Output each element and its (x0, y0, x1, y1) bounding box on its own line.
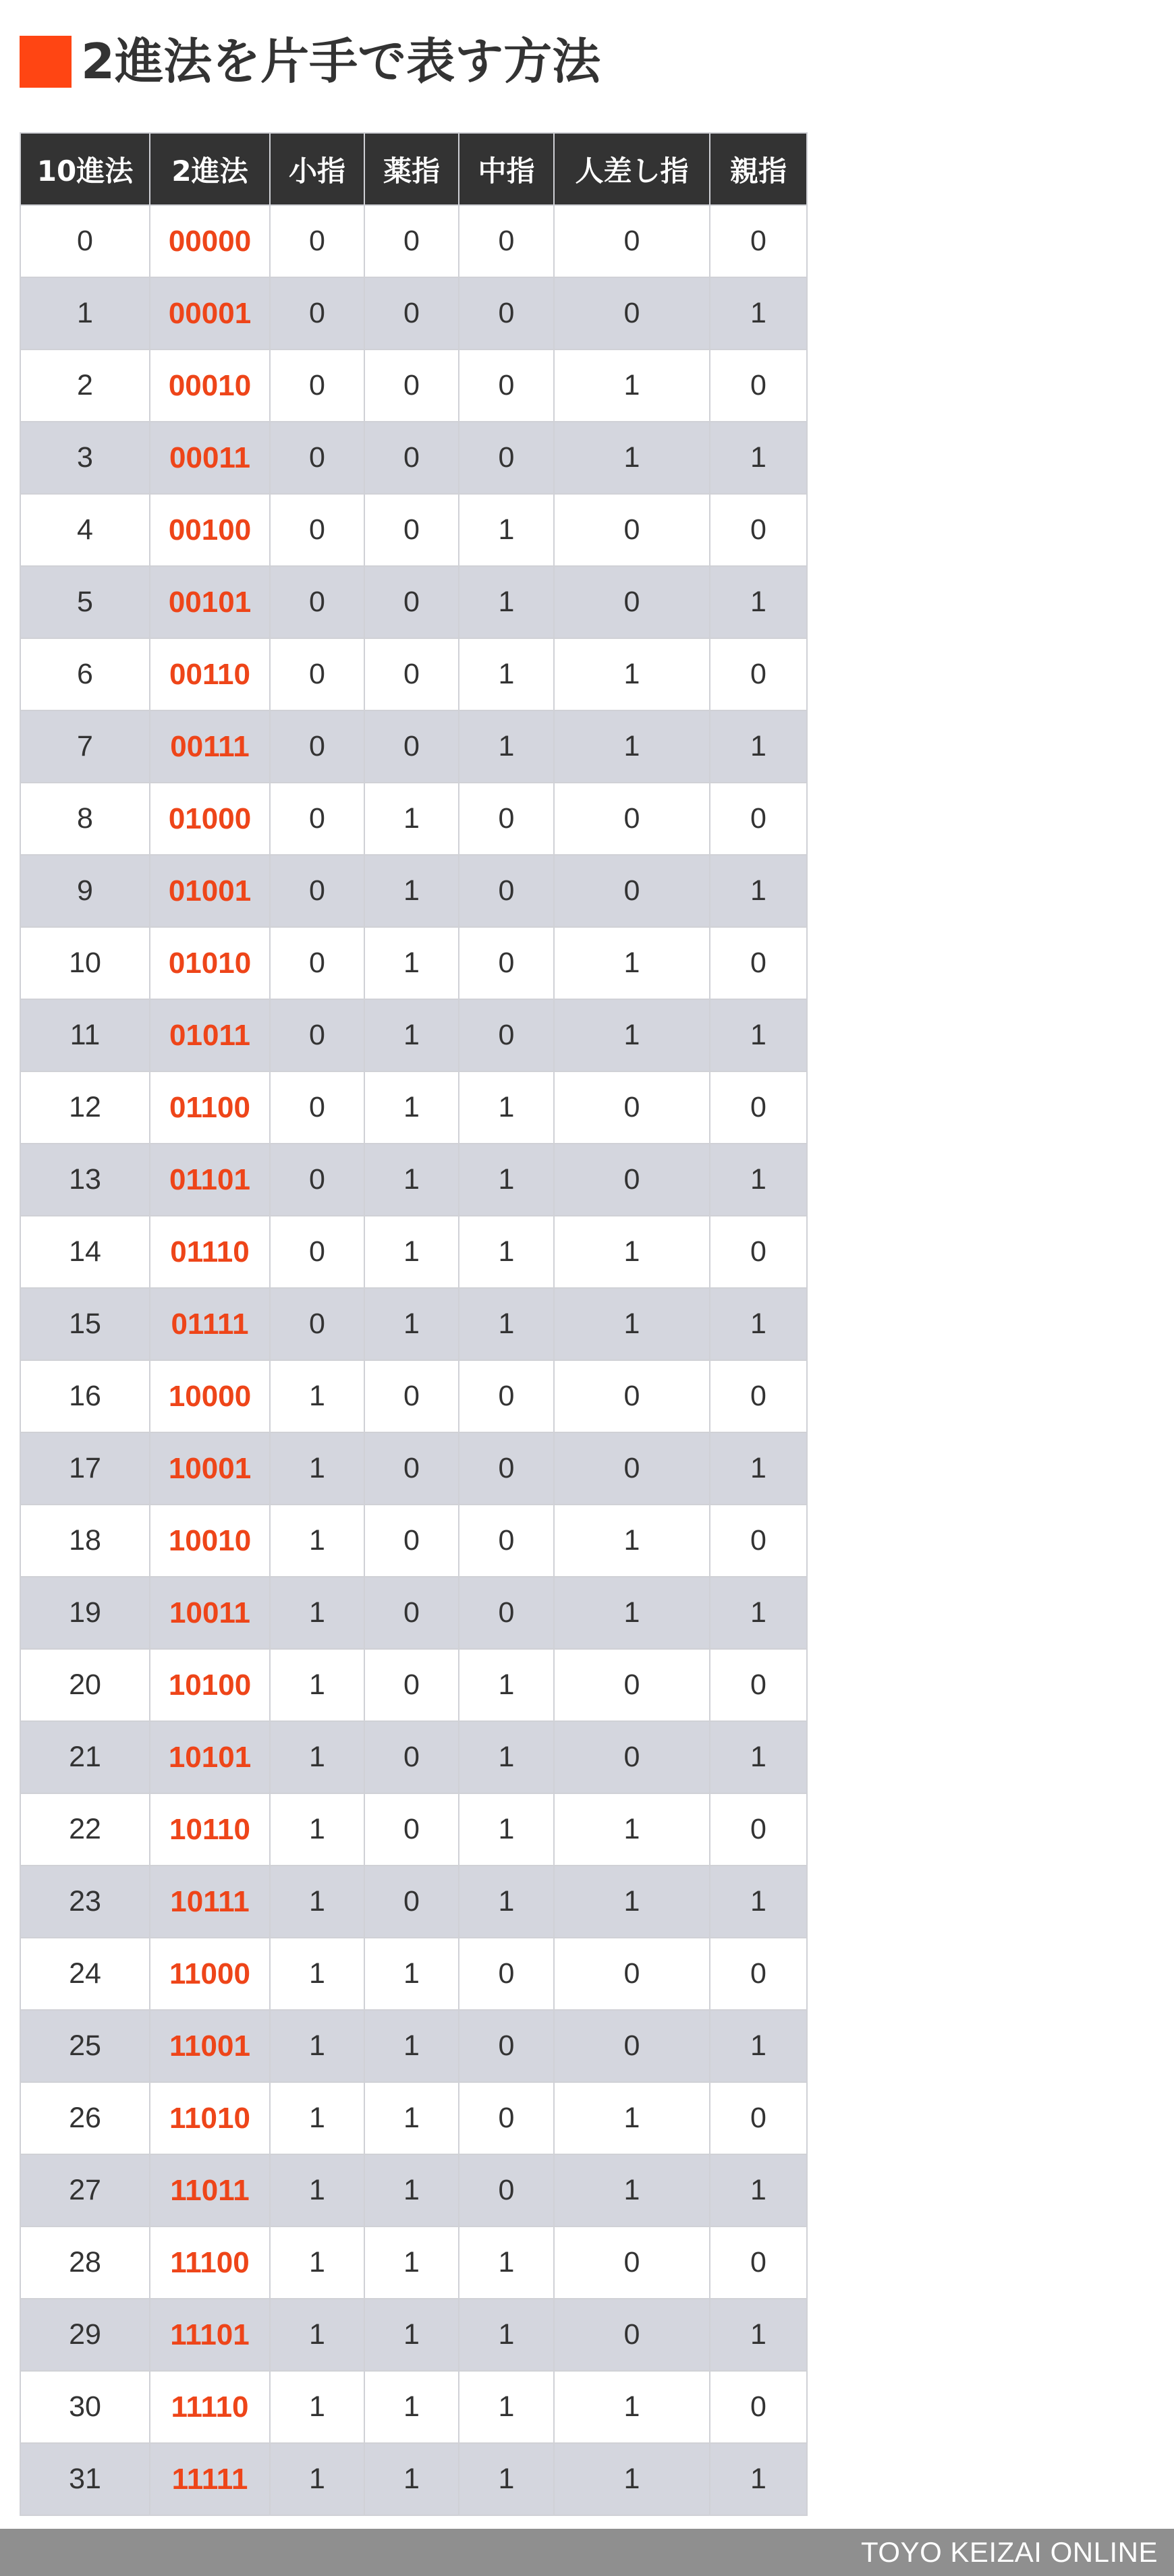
header-ring-finger: 薬指 (364, 133, 459, 205)
ring-finger-cell: 1 (364, 2443, 459, 2515)
middle-finger-cell: 0 (459, 1577, 554, 1649)
thumb-cell: 1 (710, 2299, 807, 2371)
header-binary: 2進法 (150, 133, 270, 205)
thumb-cell: 1 (710, 710, 807, 783)
binary-cell: 00111 (150, 710, 270, 783)
middle-finger-cell: 1 (459, 494, 554, 566)
header-thumb: 親指 (710, 133, 807, 205)
middle-finger-cell: 1 (459, 566, 554, 638)
middle-finger-cell: 0 (459, 783, 554, 855)
table-row (20, 1649, 807, 1721)
binary-cell: 01000 (150, 783, 270, 855)
index-finger-cell: 1 (554, 1577, 710, 1649)
ring-finger-cell: 0 (364, 205, 459, 277)
middle-finger-cell: 1 (459, 1866, 554, 1938)
little-finger-cell: 0 (270, 1288, 364, 1360)
middle-finger-cell: 1 (459, 638, 554, 710)
binary-cell: 01101 (150, 1144, 270, 1216)
binary-cell: 11011 (150, 2154, 270, 2227)
ring-finger-cell: 0 (364, 710, 459, 783)
table-row (20, 1144, 807, 1216)
table-row (20, 1216, 807, 1288)
decimal-cell: 21 (20, 1721, 150, 1793)
little-finger-cell: 0 (270, 999, 364, 1071)
binary-cell: 11001 (150, 2010, 270, 2082)
little-finger-cell: 1 (270, 1793, 364, 1866)
thumb-cell: 1 (710, 1144, 807, 1216)
table-row (20, 638, 807, 710)
index-finger-cell: 1 (554, 2443, 710, 2515)
thumb-cell: 1 (710, 1577, 807, 1649)
middle-finger-cell: 0 (459, 2010, 554, 2082)
table-row (20, 2082, 807, 2154)
decimal-cell: 8 (20, 783, 150, 855)
middle-finger-cell: 0 (459, 1432, 554, 1505)
binary-cell: 00110 (150, 638, 270, 710)
decimal-cell: 27 (20, 2154, 150, 2227)
ring-finger-cell: 1 (364, 855, 459, 927)
binary-cell: 10010 (150, 1505, 270, 1577)
ring-finger-cell: 0 (364, 1793, 459, 1866)
ring-finger-cell: 0 (364, 638, 459, 710)
middle-finger-cell: 0 (459, 349, 554, 422)
thumb-cell: 0 (710, 349, 807, 422)
index-finger-cell: 0 (554, 783, 710, 855)
table-row (20, 1505, 807, 1577)
middle-finger-cell: 0 (459, 205, 554, 277)
table-row (20, 2010, 807, 2082)
binary-cell: 11101 (150, 2299, 270, 2371)
middle-finger-cell: 1 (459, 710, 554, 783)
ring-finger-cell: 1 (364, 2010, 459, 2082)
page-header (20, 31, 600, 92)
footer-source-label: TOYO KEIZAI ONLINE (861, 2536, 1158, 2568)
decimal-cell: 13 (20, 1144, 150, 1216)
binary-cell: 01001 (150, 855, 270, 927)
index-finger-cell: 1 (554, 2154, 710, 2227)
thumb-cell: 1 (710, 2010, 807, 2082)
little-finger-cell: 1 (270, 1505, 364, 1577)
binary-cell: 11110 (150, 2371, 270, 2443)
index-finger-cell: 1 (554, 422, 710, 494)
little-finger-cell: 0 (270, 277, 364, 349)
index-finger-cell: 0 (554, 494, 710, 566)
decimal-cell: 26 (20, 2082, 150, 2154)
decimal-cell: 2 (20, 349, 150, 422)
decimal-cell: 5 (20, 566, 150, 638)
decimal-cell: 28 (20, 2227, 150, 2299)
middle-finger-cell: 0 (459, 277, 554, 349)
binary-cell: 00101 (150, 566, 270, 638)
decimal-cell: 30 (20, 2371, 150, 2443)
table-row (20, 494, 807, 566)
table-row (20, 205, 807, 277)
index-finger-cell: 1 (554, 1216, 710, 1288)
index-finger-cell: 1 (554, 2371, 710, 2443)
decimal-cell: 4 (20, 494, 150, 566)
binary-cell: 01100 (150, 1071, 270, 1144)
little-finger-cell: 1 (270, 2299, 364, 2371)
little-finger-cell: 1 (270, 1432, 364, 1505)
ring-finger-cell: 0 (364, 566, 459, 638)
middle-finger-cell: 1 (459, 1288, 554, 1360)
binary-cell: 10011 (150, 1577, 270, 1649)
middle-finger-cell: 0 (459, 1505, 554, 1577)
table-header (20, 133, 807, 205)
table-row (20, 855, 807, 927)
little-finger-cell: 0 (270, 1216, 364, 1288)
table-row (20, 710, 807, 783)
binary-cell: 10110 (150, 1793, 270, 1866)
index-finger-cell: 0 (554, 1938, 710, 2010)
ring-finger-cell: 0 (364, 349, 459, 422)
middle-finger-cell: 1 (459, 2299, 554, 2371)
decimal-cell: 20 (20, 1649, 150, 1721)
middle-finger-cell: 1 (459, 1144, 554, 1216)
decimal-cell: 0 (20, 205, 150, 277)
thumb-cell: 0 (710, 638, 807, 710)
little-finger-cell: 1 (270, 1721, 364, 1793)
middle-finger-cell: 1 (459, 1071, 554, 1144)
table-row (20, 999, 807, 1071)
thumb-cell: 0 (710, 927, 807, 999)
table-row (20, 2299, 807, 2371)
decimal-cell: 11 (20, 999, 150, 1071)
little-finger-cell: 0 (270, 855, 364, 927)
little-finger-cell: 1 (270, 2371, 364, 2443)
decimal-cell: 17 (20, 1432, 150, 1505)
little-finger-cell: 0 (270, 1071, 364, 1144)
table-row (20, 277, 807, 349)
little-finger-cell: 0 (270, 566, 364, 638)
binary-cell: 11010 (150, 2082, 270, 2154)
ring-finger-cell: 1 (364, 2371, 459, 2443)
ring-finger-cell: 1 (364, 2082, 459, 2154)
table-row (20, 566, 807, 638)
table-row (20, 1432, 807, 1505)
table-row (20, 1577, 807, 1649)
index-finger-cell: 0 (554, 1144, 710, 1216)
middle-finger-cell: 1 (459, 1721, 554, 1793)
index-finger-cell: 1 (554, 927, 710, 999)
table-row (20, 1360, 807, 1432)
table-row (20, 2443, 807, 2515)
binary-cell: 01010 (150, 927, 270, 999)
thumb-cell: 1 (710, 1721, 807, 1793)
index-finger-cell: 1 (554, 349, 710, 422)
ring-finger-cell: 1 (364, 999, 459, 1071)
ring-finger-cell: 1 (364, 2299, 459, 2371)
ring-finger-cell: 0 (364, 422, 459, 494)
middle-finger-cell: 0 (459, 927, 554, 999)
decimal-cell: 12 (20, 1071, 150, 1144)
little-finger-cell: 0 (270, 638, 364, 710)
middle-finger-cell: 1 (459, 1216, 554, 1288)
middle-finger-cell: 1 (459, 2443, 554, 2515)
binary-cell: 10000 (150, 1360, 270, 1432)
table-row (20, 1071, 807, 1144)
ring-finger-cell: 1 (364, 1288, 459, 1360)
header-middle-finger: 中指 (459, 133, 554, 205)
little-finger-cell: 1 (270, 1866, 364, 1938)
little-finger-cell: 0 (270, 349, 364, 422)
index-finger-cell: 1 (554, 1505, 710, 1577)
decimal-cell: 22 (20, 1793, 150, 1866)
decimal-cell: 3 (20, 422, 150, 494)
decimal-cell: 6 (20, 638, 150, 710)
header-row (20, 133, 807, 205)
little-finger-cell: 1 (270, 1649, 364, 1721)
decimal-cell: 10 (20, 927, 150, 999)
index-finger-cell: 1 (554, 710, 710, 783)
header-decimal: 10進法 (20, 133, 150, 205)
binary-cell: 10001 (150, 1432, 270, 1505)
thumb-cell: 0 (710, 494, 807, 566)
decimal-cell: 15 (20, 1288, 150, 1360)
thumb-cell: 0 (710, 1938, 807, 2010)
thumb-cell: 0 (710, 2227, 807, 2299)
decimal-cell: 19 (20, 1577, 150, 1649)
ring-finger-cell: 0 (364, 277, 459, 349)
thumb-cell: 0 (710, 1360, 807, 1432)
binary-cell: 00010 (150, 349, 270, 422)
little-finger-cell: 0 (270, 710, 364, 783)
index-finger-cell: 1 (554, 1793, 710, 1866)
binary-cell: 01011 (150, 999, 270, 1071)
middle-finger-cell: 1 (459, 2227, 554, 2299)
little-finger-cell: 0 (270, 1144, 364, 1216)
table-row (20, 783, 807, 855)
middle-finger-cell: 1 (459, 1649, 554, 1721)
index-finger-cell: 0 (554, 855, 710, 927)
index-finger-cell: 0 (554, 2299, 710, 2371)
binary-cell: 11000 (150, 1938, 270, 2010)
little-finger-cell: 1 (270, 2227, 364, 2299)
little-finger-cell: 0 (270, 494, 364, 566)
table-row (20, 1288, 807, 1360)
index-finger-cell: 1 (554, 638, 710, 710)
index-finger-cell: 1 (554, 1288, 710, 1360)
thumb-cell: 0 (710, 2371, 807, 2443)
thumb-cell: 1 (710, 999, 807, 1071)
header-little-finger: 小指 (270, 133, 364, 205)
index-finger-cell: 1 (554, 1866, 710, 1938)
decimal-cell: 16 (20, 1360, 150, 1432)
middle-finger-cell: 0 (459, 999, 554, 1071)
little-finger-cell: 1 (270, 1577, 364, 1649)
index-finger-cell: 0 (554, 1649, 710, 1721)
index-finger-cell: 1 (554, 2082, 710, 2154)
title-marker-square (20, 36, 72, 88)
binary-cell: 11100 (150, 2227, 270, 2299)
ring-finger-cell: 1 (364, 2154, 459, 2227)
little-finger-cell: 1 (270, 2443, 364, 2515)
ring-finger-cell: 1 (364, 1144, 459, 1216)
header-index-finger: 人差し指 (554, 133, 710, 205)
middle-finger-cell: 0 (459, 2082, 554, 2154)
middle-finger-cell: 0 (459, 855, 554, 927)
little-finger-cell: 0 (270, 205, 364, 277)
ring-finger-cell: 1 (364, 1938, 459, 2010)
table-row (20, 2371, 807, 2443)
index-finger-cell: 0 (554, 277, 710, 349)
thumb-cell: 0 (710, 205, 807, 277)
decimal-cell: 23 (20, 1866, 150, 1938)
table-body (20, 205, 807, 2515)
thumb-cell: 1 (710, 1288, 807, 1360)
thumb-cell: 1 (710, 2154, 807, 2227)
decimal-cell: 18 (20, 1505, 150, 1577)
ring-finger-cell: 1 (364, 1071, 459, 1144)
table-row (20, 927, 807, 999)
binary-finger-table (20, 132, 808, 2516)
ring-finger-cell: 0 (364, 1505, 459, 1577)
middle-finger-cell: 0 (459, 1360, 554, 1432)
decimal-cell: 9 (20, 855, 150, 927)
index-finger-cell: 0 (554, 2010, 710, 2082)
thumb-cell: 0 (710, 1071, 807, 1144)
middle-finger-cell: 1 (459, 2371, 554, 2443)
decimal-cell: 24 (20, 1938, 150, 2010)
thumb-cell: 0 (710, 1216, 807, 1288)
ring-finger-cell: 1 (364, 2227, 459, 2299)
index-finger-cell: 0 (554, 205, 710, 277)
ring-finger-cell: 1 (364, 927, 459, 999)
index-finger-cell: 0 (554, 1721, 710, 1793)
binary-cell: 01110 (150, 1216, 270, 1288)
decimal-cell: 25 (20, 2010, 150, 2082)
decimal-cell: 29 (20, 2299, 150, 2371)
little-finger-cell: 0 (270, 927, 364, 999)
binary-cell: 00011 (150, 422, 270, 494)
footer-bar (0, 2529, 1174, 2576)
ring-finger-cell: 0 (364, 1577, 459, 1649)
middle-finger-cell: 0 (459, 2154, 554, 2227)
little-finger-cell: 0 (270, 422, 364, 494)
ring-finger-cell: 1 (364, 1216, 459, 1288)
little-finger-cell: 1 (270, 2010, 364, 2082)
binary-cell: 00000 (150, 205, 270, 277)
decimal-cell: 7 (20, 710, 150, 783)
thumb-cell: 1 (710, 566, 807, 638)
binary-cell: 10100 (150, 1649, 270, 1721)
binary-cell: 00001 (150, 277, 270, 349)
decimal-cell: 1 (20, 277, 150, 349)
little-finger-cell: 1 (270, 1360, 364, 1432)
table-row (20, 1793, 807, 1866)
table-row (20, 2154, 807, 2227)
index-finger-cell: 0 (554, 1360, 710, 1432)
binary-cell: 11111 (150, 2443, 270, 2515)
ring-finger-cell: 0 (364, 1866, 459, 1938)
thumb-cell: 1 (710, 277, 807, 349)
middle-finger-cell: 0 (459, 422, 554, 494)
table-row (20, 1866, 807, 1938)
table-row (20, 1938, 807, 2010)
thumb-cell: 1 (710, 1866, 807, 1938)
table-row (20, 2227, 807, 2299)
table-row (20, 422, 807, 494)
thumb-cell: 1 (710, 2443, 807, 2515)
binary-cell: 01111 (150, 1288, 270, 1360)
ring-finger-cell: 0 (364, 1721, 459, 1793)
table-row (20, 1721, 807, 1793)
decimal-cell: 31 (20, 2443, 150, 2515)
ring-finger-cell: 0 (364, 1432, 459, 1505)
decimal-cell: 14 (20, 1216, 150, 1288)
thumb-cell: 0 (710, 1505, 807, 1577)
binary-cell: 10111 (150, 1866, 270, 1938)
ring-finger-cell: 0 (364, 494, 459, 566)
little-finger-cell: 0 (270, 783, 364, 855)
thumb-cell: 1 (710, 1432, 807, 1505)
index-finger-cell: 0 (554, 1071, 710, 1144)
middle-finger-cell: 1 (459, 1793, 554, 1866)
thumb-cell: 1 (710, 855, 807, 927)
little-finger-cell: 1 (270, 1938, 364, 2010)
binary-cell: 10101 (150, 1721, 270, 1793)
index-finger-cell: 1 (554, 999, 710, 1071)
middle-finger-cell: 0 (459, 1938, 554, 2010)
thumb-cell: 0 (710, 1649, 807, 1721)
ring-finger-cell: 1 (364, 783, 459, 855)
index-finger-cell: 0 (554, 566, 710, 638)
index-finger-cell: 0 (554, 2227, 710, 2299)
thumb-cell: 0 (710, 783, 807, 855)
ring-finger-cell: 0 (364, 1649, 459, 1721)
little-finger-cell: 1 (270, 2154, 364, 2227)
thumb-cell: 1 (710, 422, 807, 494)
thumb-cell: 0 (710, 2082, 807, 2154)
index-finger-cell: 0 (554, 1432, 710, 1505)
little-finger-cell: 1 (270, 2082, 364, 2154)
table-row (20, 349, 807, 422)
binary-cell: 00100 (150, 494, 270, 566)
page-title: 2進法を片手で表す方法 (81, 33, 601, 90)
ring-finger-cell: 0 (364, 1360, 459, 1432)
thumb-cell: 0 (710, 1793, 807, 1866)
